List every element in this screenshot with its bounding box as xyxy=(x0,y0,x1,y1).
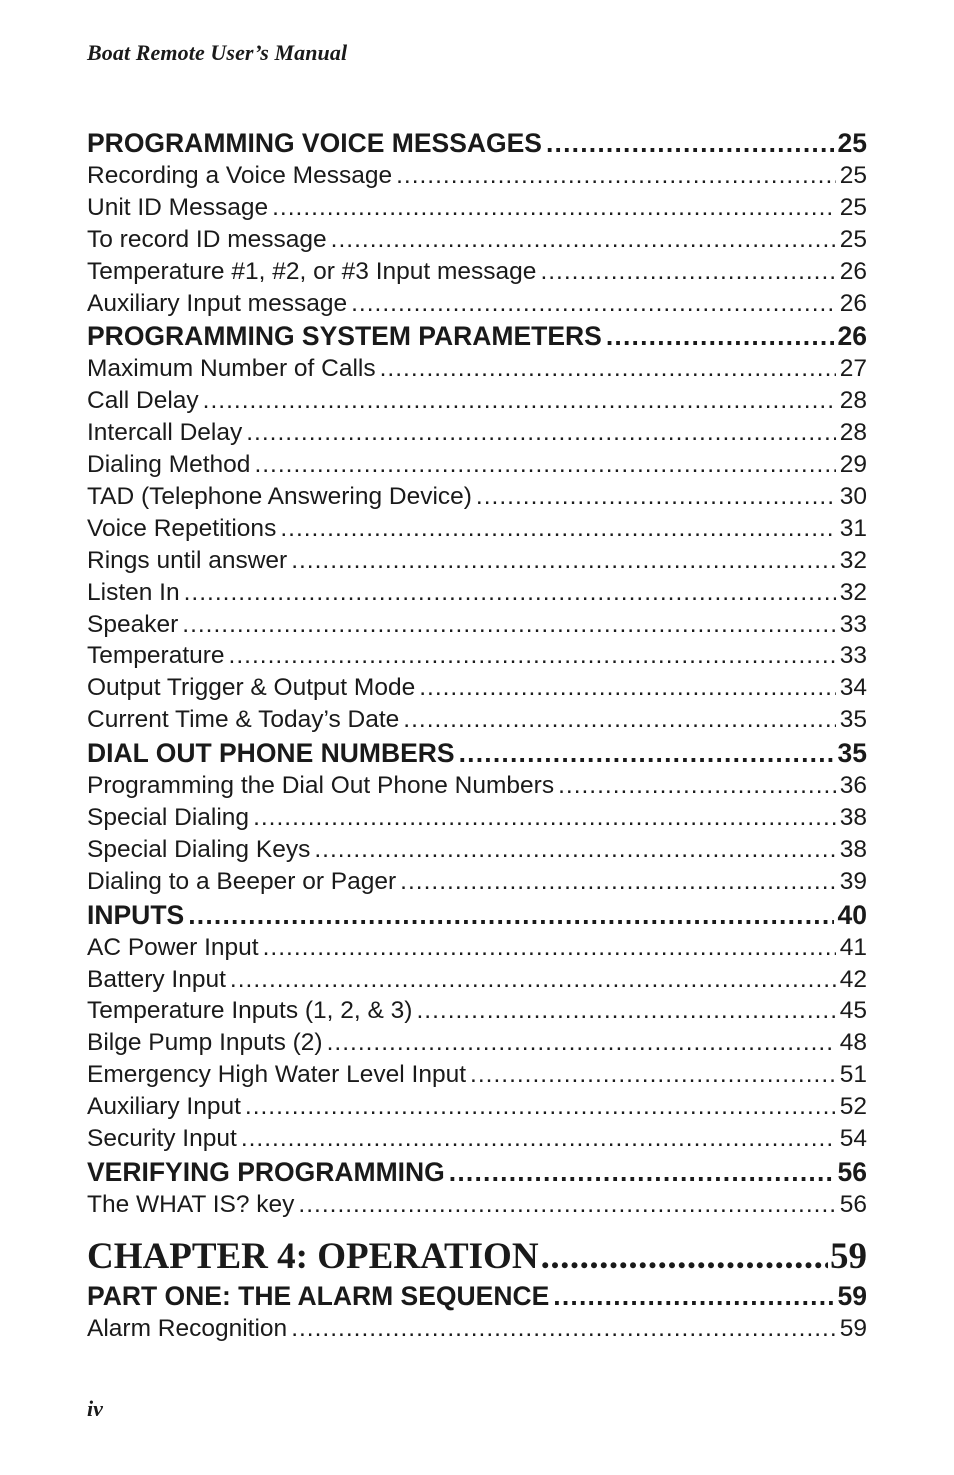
toc-entry-section xyxy=(87,319,867,353)
toc-entry-title: Security Input xyxy=(87,1125,237,1153)
toc-entry-title: Dialing Method xyxy=(87,451,251,479)
dot-leader xyxy=(416,995,835,1027)
toc-entry-page: 48 xyxy=(839,1029,867,1057)
dot-leader xyxy=(419,672,836,704)
toc-entry-sub xyxy=(87,224,867,256)
toc-entry-sub xyxy=(87,704,867,736)
toc-entry-page: 59 xyxy=(839,1314,867,1342)
toc-entry-section xyxy=(87,736,867,770)
toc-entry-sub xyxy=(87,160,867,192)
toc-entry-sub xyxy=(87,385,867,417)
dot-leader xyxy=(459,737,834,770)
toc-entry-section xyxy=(87,1155,867,1189)
dot-leader xyxy=(280,513,835,545)
page-number: iv xyxy=(87,1396,103,1421)
toc-entry-page: 40 xyxy=(837,899,867,930)
dot-leader xyxy=(403,704,835,736)
toc-entry-title: Bilge Pump Inputs (2) xyxy=(87,1029,323,1057)
toc-entry-sub xyxy=(87,640,867,672)
toc-entry-title: Temperature #1, #2, or #3 Input message xyxy=(87,257,537,285)
toc-entry-title: Recording a Voice Message xyxy=(87,162,393,189)
toc-entry-page: 25 xyxy=(837,128,867,158)
toc-entry-sub xyxy=(87,545,867,577)
toc-entry-page: 26 xyxy=(839,289,867,317)
toc-entry-title: Rings until answer xyxy=(87,546,288,574)
toc-entry-page: 36 xyxy=(839,772,867,800)
toc-entry-title: The WHAT IS? key xyxy=(87,1190,295,1218)
toc-entry-title: Dialing to a Beeper or Pager xyxy=(87,867,397,895)
toc-entry-page: 39 xyxy=(839,867,867,895)
toc-entry-page: 25 xyxy=(839,162,867,189)
toc-entry-sub xyxy=(87,192,867,224)
toc-entry-section xyxy=(87,898,867,932)
toc-entry-title: Alarm Recognition xyxy=(87,1314,288,1342)
toc-entry-sub xyxy=(87,256,867,288)
toc-entry-title: Output Trigger & Output Mode xyxy=(87,674,416,702)
dot-leader xyxy=(291,545,836,577)
dot-leader xyxy=(380,353,836,385)
toc-entry-sub xyxy=(87,1189,867,1221)
toc-entry-sub xyxy=(87,353,867,385)
toc-entry-page: 52 xyxy=(839,1093,867,1121)
toc-entry-title: Call Delay xyxy=(87,387,199,415)
dot-leader xyxy=(241,1123,836,1155)
dot-leader xyxy=(188,899,833,932)
toc-entry-sub xyxy=(87,932,867,964)
dot-leader xyxy=(553,1280,833,1313)
toc-entry-title: CHAPTER 4: OPERATION xyxy=(87,1235,539,1277)
dot-leader xyxy=(203,385,836,417)
dot-leader xyxy=(606,320,834,353)
toc-entry-sub xyxy=(87,834,867,866)
toc-entry-page: 59 xyxy=(830,1235,867,1277)
toc-entry-sub xyxy=(87,288,867,320)
toc-entry-title: Emergency High Water Level Input xyxy=(87,1061,467,1089)
toc-entry-page: 41 xyxy=(839,933,867,961)
toc-entry-sub xyxy=(87,1091,867,1123)
dot-leader xyxy=(229,640,836,672)
dot-leader xyxy=(327,1027,836,1059)
toc-entry-sub xyxy=(87,449,867,481)
toc-entry-page: 33 xyxy=(839,610,867,638)
toc-entry-sub xyxy=(87,770,867,802)
dot-leader xyxy=(546,127,834,160)
toc-entry-title: Listen In xyxy=(87,578,180,606)
toc-entry-page: 25 xyxy=(839,225,867,253)
toc-entry-sub xyxy=(87,995,867,1027)
dot-leader xyxy=(541,1235,828,1279)
dot-leader xyxy=(470,1059,836,1091)
toc-entry-title: Intercall Delay xyxy=(87,419,243,447)
dot-leader xyxy=(449,1156,834,1189)
toc-entry-page: 59 xyxy=(837,1280,867,1311)
toc-entry-chapter xyxy=(87,1235,867,1279)
toc-entry-page: 32 xyxy=(839,546,867,574)
toc-entry-title: Unit ID Message xyxy=(87,193,269,221)
toc-entry-title: DIAL OUT PHONE NUMBERS xyxy=(87,738,455,769)
dot-leader xyxy=(351,288,836,320)
dot-leader xyxy=(245,1091,836,1123)
toc-entry-sub xyxy=(87,577,867,609)
toc-entry-sub xyxy=(87,513,867,545)
toc-entry-page: 38 xyxy=(839,804,867,832)
dot-leader xyxy=(331,224,836,256)
toc-entry-page: 51 xyxy=(839,1061,867,1089)
toc-entry-page: 30 xyxy=(839,483,867,511)
toc-entry-sub xyxy=(87,672,867,704)
toc-entry-sub xyxy=(87,417,867,449)
toc-entry-title: Auxiliary Input message xyxy=(87,289,348,317)
toc-entry-sub xyxy=(87,866,867,898)
toc-entry-title: Temperature xyxy=(87,642,225,670)
toc-entry-sub xyxy=(87,802,867,834)
table-of-contents xyxy=(87,126,867,1345)
toc-entry-sub xyxy=(87,1059,867,1091)
toc-entry-title: PROGRAMMING SYSTEM PARAMETERS xyxy=(87,321,602,352)
running-header: Boat Remote User’s Manual xyxy=(87,40,348,65)
toc-entry-title: Voice Repetitions xyxy=(87,514,277,542)
toc-entry-title: PART ONE: THE ALARM SEQUENCE xyxy=(87,1280,550,1311)
toc-entry-page: 56 xyxy=(837,1156,867,1187)
toc-entry-title: Speaker xyxy=(87,610,179,638)
toc-entry-sub xyxy=(87,964,867,996)
toc-entry-title: Battery Input xyxy=(87,965,226,993)
toc-entry-title: To record ID message xyxy=(87,225,327,253)
toc-entry-page: 42 xyxy=(839,965,867,993)
toc-entry-page: 54 xyxy=(839,1125,867,1153)
toc-entry-page: 25 xyxy=(839,193,867,221)
toc-entry-page: 29 xyxy=(839,451,867,479)
toc-entry-sub xyxy=(87,481,867,513)
dot-leader xyxy=(558,770,836,802)
toc-entry-page: 26 xyxy=(839,257,867,285)
dot-leader xyxy=(400,866,836,898)
toc-entry-page: 27 xyxy=(839,355,867,383)
dot-leader xyxy=(314,834,835,866)
dot-leader xyxy=(263,932,836,964)
toc-entry-sub xyxy=(87,609,867,641)
toc-entry-page: 35 xyxy=(839,706,867,734)
toc-entry-page: 28 xyxy=(839,419,867,447)
toc-entry-title: Temperature Inputs (1, 2, & 3) xyxy=(87,997,413,1025)
toc-entry-page: 38 xyxy=(839,835,867,863)
toc-entry-title: Programming the Dial Out Phone Numbers xyxy=(87,772,555,800)
dot-leader xyxy=(291,1313,836,1345)
toc-entry-title: TAD (Telephone Answering Device) xyxy=(87,483,472,511)
toc-entry-sub xyxy=(87,1027,867,1059)
toc-entry-section xyxy=(87,126,867,160)
dot-leader xyxy=(182,609,835,641)
toc-entry-page: 35 xyxy=(837,738,867,769)
toc-entry-page: 28 xyxy=(839,387,867,415)
dot-leader xyxy=(254,449,835,481)
toc-entry-page: 34 xyxy=(839,674,867,702)
toc-entry-title: INPUTS xyxy=(87,899,185,930)
toc-entry-title: VERIFYING PROGRAMMING xyxy=(87,1156,445,1187)
toc-entry-page: 56 xyxy=(839,1190,867,1218)
toc-entry-title: Current Time & Today’s Date xyxy=(87,706,400,734)
toc-entry-section xyxy=(87,1279,867,1313)
dot-leader xyxy=(246,417,836,449)
toc-entry-page: 32 xyxy=(839,578,867,606)
toc-entry-title: AC Power Input xyxy=(87,933,259,961)
dot-leader xyxy=(298,1189,835,1221)
toc-entry-sub xyxy=(87,1313,867,1345)
toc-entry-title: PROGRAMMING VOICE MESSAGES xyxy=(87,128,542,158)
toc-entry-page: 31 xyxy=(839,514,867,542)
toc-entry-page: 45 xyxy=(839,997,867,1025)
dot-leader xyxy=(253,802,836,834)
dot-leader xyxy=(184,577,836,609)
toc-entry-title: Auxiliary Input xyxy=(87,1093,241,1121)
toc-entry-page: 33 xyxy=(839,642,867,670)
dot-leader xyxy=(230,964,836,996)
dot-leader xyxy=(476,481,836,513)
toc-entry-title: Special Dialing xyxy=(87,804,250,832)
toc-entry-page: 26 xyxy=(837,321,867,352)
toc-entry-title: Maximum Number of Calls xyxy=(87,355,376,383)
dot-leader xyxy=(540,256,835,288)
dot-leader xyxy=(272,192,836,224)
toc-entry-sub xyxy=(87,1123,867,1155)
toc-entry-title: Special Dialing Keys xyxy=(87,835,311,863)
dot-leader xyxy=(396,160,836,192)
